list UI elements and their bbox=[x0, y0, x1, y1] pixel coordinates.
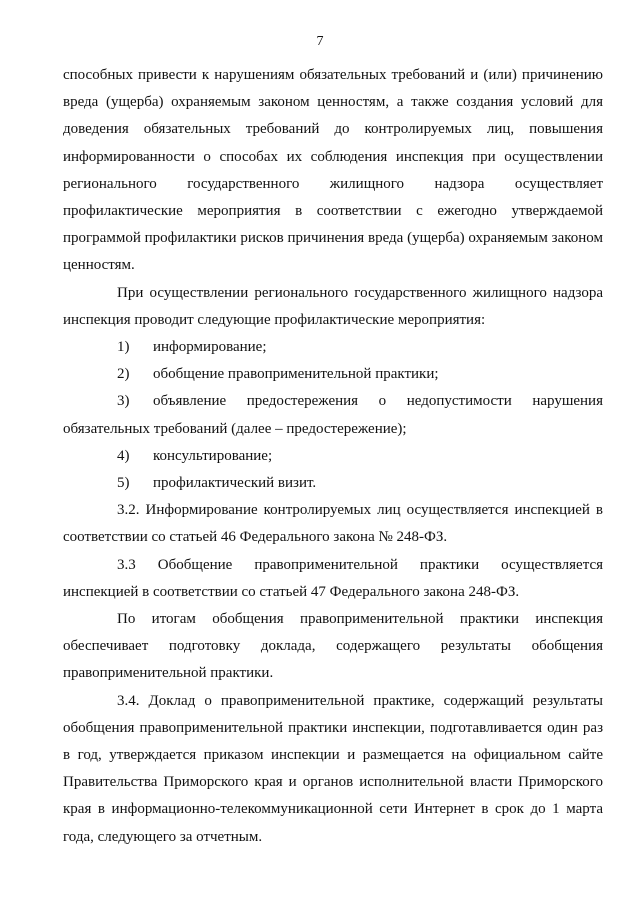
list-item-number: 3) bbox=[117, 393, 130, 410]
paragraph-intro: способных привести к нарушениям обязательных требований и (или) причинению вреда (ущерба) охраняемым законом ценностям, а также создания условий для доведения обязательных требований до контролируемых лиц, повышения информированности о способах их соблюдения инспекция при осуществлении регионального государственного жилищного надзора осуществляет профилактические мероприятия в соответствии с ежегодно утверждаемой программой профилактики рисков причинения вреда (ущерба) охраняемым законом ценностям. bbox=[63, 67, 603, 274]
page-number: 7 bbox=[316, 34, 324, 49]
list-item-text: информирование; bbox=[153, 339, 267, 356]
list-item-number: 4) bbox=[117, 447, 130, 464]
document-body bbox=[63, 62, 603, 851]
list-item bbox=[63, 388, 603, 442]
list-item-number: 1) bbox=[117, 339, 130, 356]
paragraph-measures-intro: При осуществлении регионального государственного жилищного надзора инспекция проводит следующие профилактические мероприятия: bbox=[63, 284, 603, 328]
paragraph-report-preparation: По итогам обобщения правоприменительной практики инспекция обеспечивает подготовку доклада, содержащего результаты обобщения правоприменительной практики. bbox=[63, 611, 603, 682]
list-item bbox=[63, 443, 603, 470]
paragraph-3-4: 3.4. Доклад о правоприменительной практике, содержащий результаты обобщения правоприменительной практики инспекции, подготавливается один раз в год, утверждается приказом инспекции и размещается на официальном сайте Правительства Приморского края и органов исполнительной власти Приморского края в информационно-телекоммуникационной сети Интернет в срок до 1 марта года, следующего за отчетным. bbox=[63, 692, 603, 845]
paragraph-3-2: 3.2. Информирование контролируемых лиц осуществляется инспекцией в соответствии со статьей 46 Федерального закона № 248-ФЗ. bbox=[63, 502, 603, 546]
list-item-text: обобщение правоприменительной практики; bbox=[153, 366, 439, 383]
list-item-text: объявление предостережения о недопустимости нарушения обязательных требований (далее – предостережение); bbox=[63, 393, 603, 437]
list-item bbox=[63, 361, 603, 388]
list-item-text: профилактический визит. bbox=[153, 475, 317, 492]
list-item bbox=[63, 334, 603, 361]
paragraph-3-3: 3.3 Обобщение правоприменительной практики осуществляется инспекцией в соответствии со статьей 47 Федерального закона 248-ФЗ. bbox=[63, 556, 603, 600]
list-item-text: консультирование; bbox=[153, 447, 273, 464]
list-item-number: 2) bbox=[117, 366, 130, 383]
list-item-number: 5) bbox=[117, 475, 130, 492]
list-item bbox=[63, 470, 603, 497]
